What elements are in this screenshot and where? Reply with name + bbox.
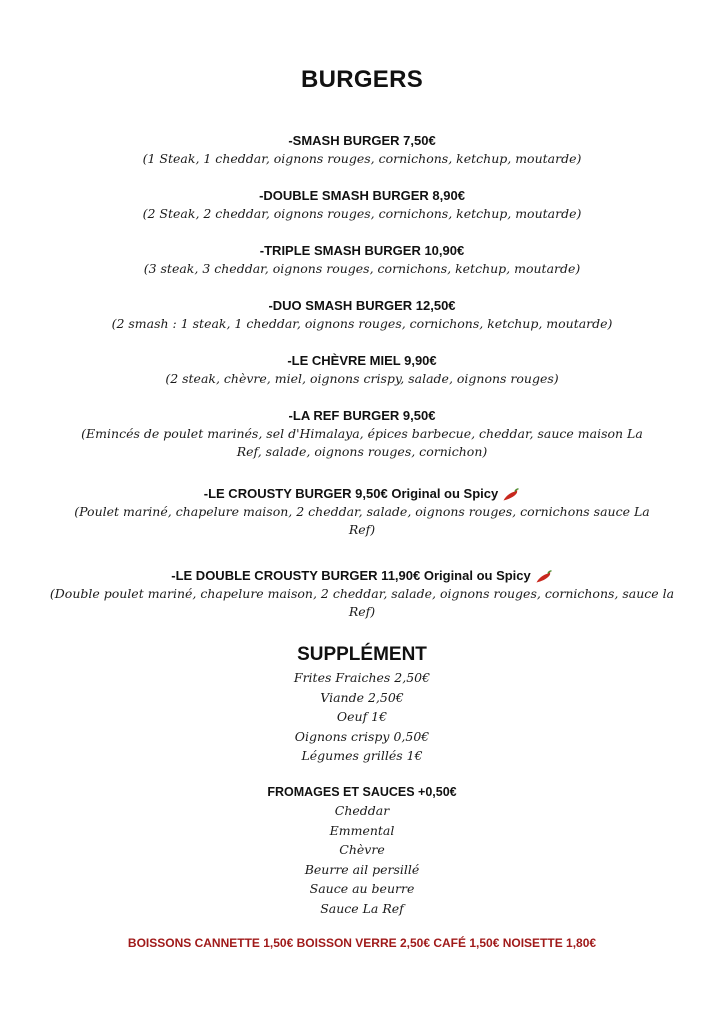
list-item: Sauce au beurre [309,881,415,896]
chili-pepper-icon [535,570,553,584]
item-description: (1 Steak, 1 cheddar, oignons rouges, cornichons, ketchup, moutarde) [142,151,582,166]
menu-item-double-smash-burger [0,187,724,223]
item-description: (3 steak, 3 cheddar, oignons rouges, cornichons, ketchup, moutarde) [143,261,581,276]
menu-item-la-ref-burger [0,407,724,461]
menu-item-triple-smash-burger [0,242,724,278]
menu-item-duo-smash-burger [0,297,724,333]
list-item: Cheddar [334,803,390,818]
list-item: Chèvre [339,842,385,857]
menu-item-chevre-miel [0,352,724,388]
supplement-list [0,668,724,766]
fromages-sauces-title: FROMAGES ET SAUCES +0,50€ [267,785,457,799]
page-title: BURGERS [300,66,424,93]
list-item: Frites Fraiches 2,50€ [293,670,431,685]
menu-item-crousty-burger [0,485,724,539]
item-name: -SMASH BURGER 7,50€ [288,133,436,148]
item-description: Ref, salade, oignons rouges, cornichon) [236,444,488,459]
item-name: -DUO SMASH BURGER 12,50€ [268,298,456,313]
item-description: (2 Steak, 2 cheddar, oignons rouges, cornichons, ketchup, moutarde) [142,206,582,221]
item-name: -DOUBLE SMASH BURGER 8,90€ [259,188,465,203]
list-item: Emmental [329,822,395,838]
item-description: (Emincés de poulet marinés, sel d'Himalaya, épices barbecue, cheddar, sauce maison La [81,426,643,441]
menu-item-smash-burger [0,132,724,168]
item-name-text: -LE CROUSTY BURGER 9,50€ Original ou Spicy [203,486,499,501]
menu-item-double-crousty-burger [0,567,724,621]
item-description: (2 smash : 1 steak, 1 cheddar, oignons rouges, cornichons, ketchup, moutarde) [111,316,613,331]
item-name [0,485,724,503]
item-name: -LE CHÈVRE MIEL 9,90€ [287,353,437,368]
drinks-footer: BOISSONS CANNETTE 1,50€ BOISSON VERRE 2,50€ CAFÉ 1,50€ NOISETTE 1,80€ [127,936,597,950]
item-description: (Poulet mariné, chapelure maison, 2 cheddar, salade, oignons rouges, cornichons sauce La [74,504,650,519]
item-name [0,567,724,585]
item-name: -LA REF BURGER 9,50€ [288,408,436,423]
chili-pepper-icon [502,488,520,502]
list-item: Sauce La Ref [320,900,404,916]
item-description: (Double poulet mariné, chapelure maison, 2 cheddar, salade, oignons rouges, cornichons, sauce la [49,586,675,601]
supplement-title: SUPPLÉMENT [297,644,427,665]
item-description: Ref) [348,522,376,537]
item-name-text: -LE DOUBLE CROUSTY BURGER 11,90€ Original ou Spicy [171,568,531,583]
list-item: Viande 2,50€ [320,689,404,705]
item-description: (2 steak, chèvre, miel, oignons crispy, salade, oignons rouges) [165,371,559,386]
list-item: Légumes grillés 1€ [301,748,423,763]
list-item: Oeuf 1€ [336,709,388,724]
fromages-sauces-list [0,801,724,918]
list-item: Beurre ail persillé [304,861,420,877]
item-name: -TRIPLE SMASH BURGER 10,90€ [259,243,465,258]
list-item: Oignons crispy 0,50€ [294,728,430,744]
item-description: Ref) [348,604,376,619]
